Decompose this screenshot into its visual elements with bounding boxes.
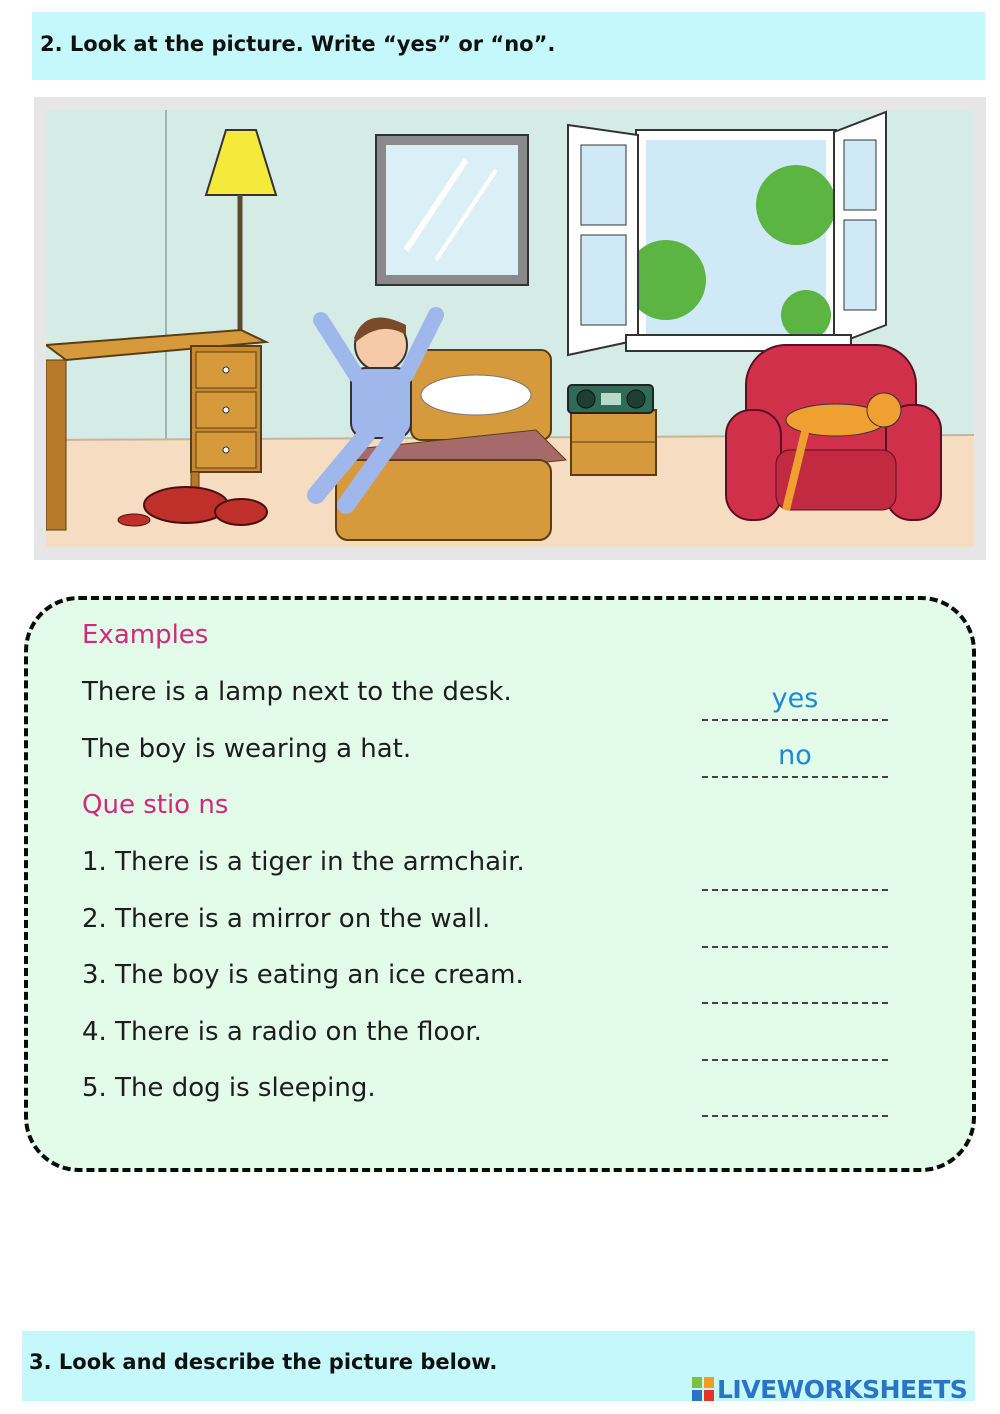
question-row-5 [82, 1073, 902, 1113]
armchair-with-tiger [726, 345, 941, 520]
example-answer-field[interactable] [702, 681, 888, 721]
example-row [82, 677, 902, 717]
answer-field-3[interactable] [702, 964, 888, 1004]
example-statement: There is a lamp next to the desk. [82, 677, 512, 707]
example-answer-field[interactable] [702, 738, 888, 778]
question-row-1 [82, 847, 902, 887]
questions-heading-row [82, 790, 902, 830]
question-row-4 [82, 1017, 902, 1057]
bedroom-picture [46, 110, 974, 547]
example-statement: The boy is wearing a hat. [82, 734, 412, 764]
nightstand-with-radio [568, 385, 656, 475]
examples-heading: Examples [82, 620, 209, 650]
question-row-2 [82, 904, 902, 944]
question-statement: 2. There is a mirror on the wall. [82, 904, 491, 934]
answer-field-4[interactable] [702, 1021, 888, 1061]
question-statement: 5. The dog is sleeping. [82, 1073, 376, 1103]
liveworksheets-logo-icon [692, 1377, 714, 1401]
liveworksheets-logo [692, 1372, 967, 1406]
examples-heading-row [82, 620, 902, 660]
question-row-3 [82, 960, 902, 1000]
question-statement: 4. There is a radio on the floor. [82, 1017, 482, 1047]
questions-heading: Que stio ns [82, 790, 229, 820]
question-statement: 1. There is a tiger in the armchair. [82, 847, 525, 877]
example-row [82, 734, 902, 774]
answer-field-1[interactable] [702, 851, 888, 891]
answer-field-2[interactable] [702, 908, 888, 948]
question-statement: 3. The boy is eating an ice cream. [82, 960, 524, 990]
section-2-banner [32, 12, 985, 80]
wall-mirror [376, 135, 528, 285]
bedroom-picture-frame [34, 97, 986, 560]
open-window [568, 112, 886, 355]
section-2-title: 2. Look at the picture. Write “yes” or “no”. [40, 32, 556, 56]
liveworksheets-logo-text: LIVEWORKSHEETS [717, 1374, 968, 1404]
section-3-title: 3. Look and describe the picture below. [29, 1350, 498, 1374]
answer-field-5[interactable] [702, 1077, 888, 1117]
